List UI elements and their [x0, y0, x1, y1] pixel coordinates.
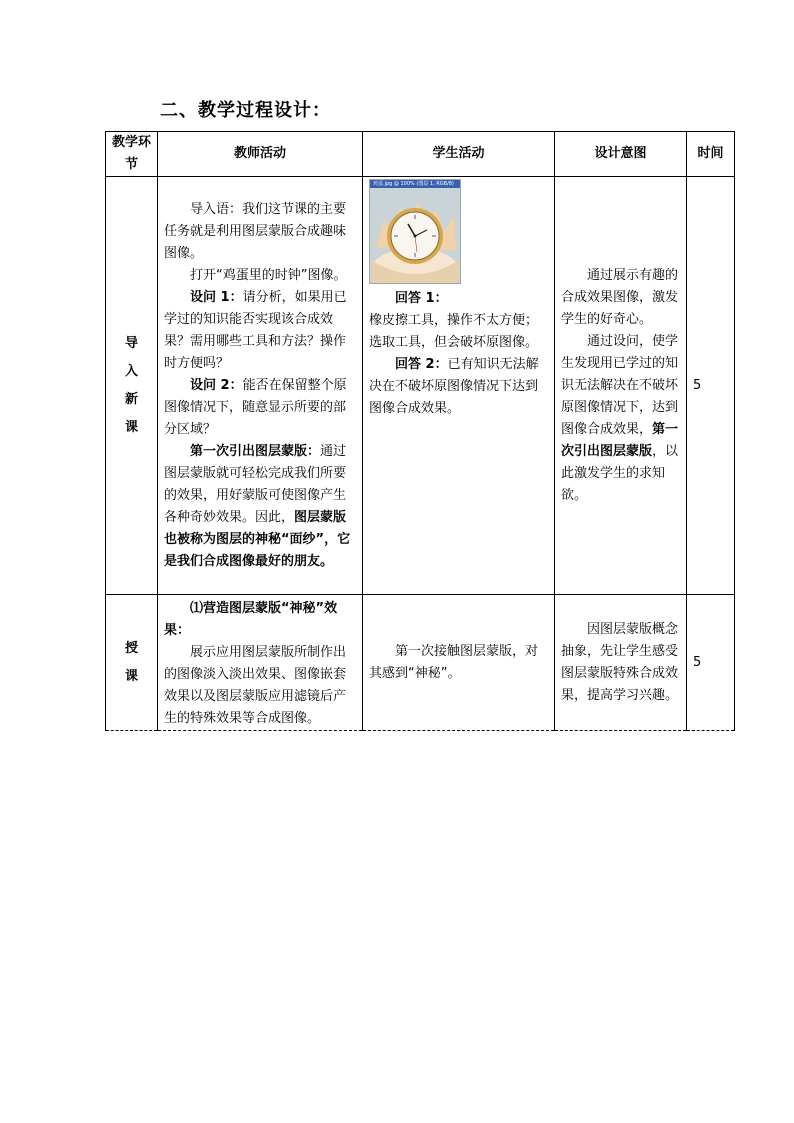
- section-title: 二、教学过程设计：: [160, 100, 331, 121]
- teacher-open-image: 打开“鸡蛋里的时钟”图像。: [190, 267, 347, 283]
- teacher-step-title: ⑴营造图层蒙版“神秘”效果：: [164, 600, 338, 638]
- student-activity-cell: [363, 177, 555, 595]
- table-row: [106, 595, 735, 731]
- answer-1-label: 回答 1：: [395, 291, 448, 306]
- image-window-titlebar: 鸡蛋.jpg @ 100% (图层 1, RGB/8): [370, 180, 460, 188]
- table-header-row: [106, 132, 735, 177]
- mask-intro-label: 第一次引出图层蒙版：: [190, 443, 321, 459]
- teaching-process-table: [105, 131, 735, 731]
- answer-2-label: 回答 2：: [395, 357, 448, 372]
- stage-char: 课: [124, 668, 138, 684]
- header-teacher: 教师活动: [158, 132, 363, 177]
- intent-text-2: 通过设问，使学生发现用已学过的知识无法解决在不破坏原图像情况下，达到图像合成效果，第一次引出图层蒙版，以此激发学生的求知欲。: [561, 333, 679, 503]
- design-intent-cell: [555, 177, 687, 595]
- header-intent: 设计意图: [555, 132, 687, 177]
- header-time: 时间: [687, 132, 735, 177]
- question-1-label: 设问 1：: [190, 289, 243, 305]
- egg-clock-illustration: [370, 188, 460, 283]
- teacher-mask-intro: 第一次引出图层蒙版：通过图层蒙版就可轻松完成我们所要的效果，用好蒙版可使图像产生各种奇妙效果。因此，图层蒙版也被称为图层的神秘“面纱”，它是我们合成图像最好的朋友。: [164, 443, 351, 569]
- teacher-activity-cell: [158, 177, 363, 595]
- intent-text: 因图层蒙版概念抽象，先让学生感受图层蒙版特殊合成效果，提高学习兴趣。: [561, 621, 679, 703]
- time-cell: 5: [687, 177, 735, 595]
- stage-char: 导: [124, 335, 138, 351]
- stage-cell: [106, 595, 158, 731]
- teacher-question-1: 设问 1：请分析，如果用已学过的知识能否实现该合成效果？需用哪些工具和方法？操作时方便吗？: [164, 289, 347, 371]
- teacher-activity-cell: [158, 595, 363, 731]
- stage-cell: [106, 177, 158, 595]
- time-cell: 5: [687, 595, 735, 731]
- teacher-question-2: 设问 2：能否在保留整个原图像情况下，随意显示所要的部分区域？: [164, 377, 347, 437]
- answer-1-text: 橡皮擦工具，操作不太方便；选取工具，但会破坏原图像。: [369, 313, 539, 350]
- stage-char: 课: [124, 419, 138, 435]
- student-text: 第一次接触图层蒙版，对其感到“神秘”。: [369, 643, 539, 681]
- teacher-step-text: 展示应用图层蒙版所制作出的图像淡入淡出效果、图像嵌套效果以及图层蒙版应用滤镜后产生的特殊效果等合成图像。: [164, 644, 347, 726]
- header-stage: 教学环节: [106, 132, 158, 177]
- intent-text-1: 通过展示有趣的合成效果图像，激发学生的好奇心。: [561, 267, 679, 327]
- question-2-label: 设问 2：: [190, 377, 243, 393]
- student-activity-cell: [363, 595, 555, 731]
- stage-char: 新: [124, 391, 138, 407]
- stage-char: 入: [124, 363, 138, 379]
- stage-char: 授: [124, 640, 138, 656]
- student-answer-2: 回答 2：已有知识无法解决在不破坏原图像情况下达到图像合成效果。: [369, 357, 539, 416]
- clock-in-egg-image: [369, 179, 461, 284]
- table-row: [106, 177, 735, 595]
- header-student: 学生活动: [363, 132, 555, 177]
- design-intent-cell: [555, 595, 687, 731]
- teacher-intro: 导入语：我们这节课的主要任务就是利用图层蒙版合成趣味图像。: [164, 201, 347, 261]
